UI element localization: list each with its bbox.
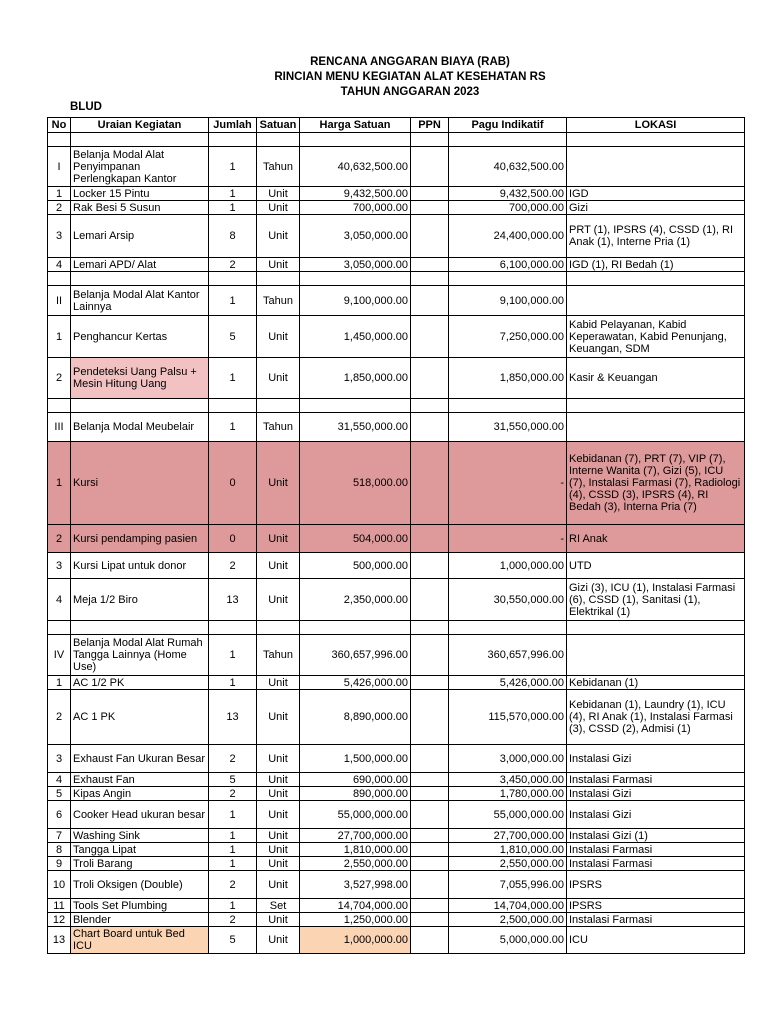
cell-pagu: 2,500,000.00 <box>449 913 567 927</box>
cell-lokasi: IGD (1), RI Bedah (1) <box>567 258 745 272</box>
cell-jumlah: 1 <box>209 899 257 913</box>
spacer-row <box>48 272 745 286</box>
cell-lokasi <box>567 413 745 442</box>
cell-harga: 9,100,000.00 <box>300 286 411 316</box>
cell-harga: 31,550,000.00 <box>300 413 411 442</box>
cell-harga: 1,450,000.00 <box>300 316 411 358</box>
table-row <box>48 773 745 787</box>
cell-no: 6 <box>48 801 71 829</box>
cell-pagu: - <box>449 525 567 553</box>
cell-ppn <box>411 215 449 258</box>
cell-pagu: 40,632,500.00 <box>449 147 567 187</box>
cell-jumlah: 1 <box>209 635 257 676</box>
cell-pagu: 1,850,000.00 <box>449 358 567 399</box>
cell-satuan: Unit <box>257 442 300 525</box>
cell-satuan: Unit <box>257 690 300 745</box>
rab-table <box>47 117 745 954</box>
cell-uraian: Kursi Lipat untuk donor <box>71 553 209 579</box>
cell-no: 3 <box>48 553 71 579</box>
cell-harga: 2,550,000.00 <box>300 857 411 871</box>
cell-ppn <box>411 899 449 913</box>
cell-lokasi: Instalasi Gizi (1) <box>567 829 745 843</box>
cell-uraian: AC 1 PK <box>71 690 209 745</box>
cell-lokasi: Instalasi Gizi <box>567 801 745 829</box>
table-row <box>48 913 745 927</box>
cell-no: 2 <box>48 201 71 215</box>
cell-ppn <box>411 927 449 954</box>
cell-lokasi: RI Anak <box>567 525 745 553</box>
empty-cell <box>300 272 411 286</box>
empty-cell <box>567 133 745 147</box>
empty-cell <box>449 133 567 147</box>
cell-pagu: 115,570,000.00 <box>449 690 567 745</box>
empty-cell <box>567 621 745 635</box>
cell-ppn <box>411 286 449 316</box>
cell-uraian: Troli Barang <box>71 857 209 871</box>
empty-cell <box>449 272 567 286</box>
empty-cell <box>48 272 71 286</box>
header-row <box>48 118 745 133</box>
cell-jumlah: 1 <box>209 801 257 829</box>
cell-pagu: 31,550,000.00 <box>449 413 567 442</box>
cell-ppn <box>411 635 449 676</box>
cell-lokasi: IPSRS <box>567 899 745 913</box>
table-row <box>48 927 745 954</box>
cell-satuan: Unit <box>257 187 300 201</box>
cell-pagu: 9,100,000.00 <box>449 286 567 316</box>
table-row <box>48 187 745 201</box>
cell-uraian: Pendeteksi Uang Palsu + Mesin Hitung Uang <box>71 358 209 399</box>
table-row <box>48 525 745 553</box>
cell-ppn <box>411 442 449 525</box>
cell-uraian: Belanja Modal Alat Kantor Lainnya <box>71 286 209 316</box>
cell-pagu: 1,810,000.00 <box>449 843 567 857</box>
empty-cell <box>567 399 745 413</box>
cell-harga: 2,350,000.00 <box>300 579 411 621</box>
cell-ppn <box>411 843 449 857</box>
empty-cell <box>257 272 300 286</box>
cell-ppn <box>411 525 449 553</box>
cell-lokasi: PRT (1), IPSRS (4), CSSD (1), RI Anak (1), Interne Pria (1) <box>567 215 745 258</box>
cell-lokasi: Kabid Pelayanan, Kabid Keperawatan, Kabid Penunjang, Keuangan, SDM <box>567 316 745 358</box>
empty-cell <box>48 399 71 413</box>
cell-ppn <box>411 676 449 690</box>
empty-cell <box>257 399 300 413</box>
spacer-row <box>48 399 745 413</box>
cell-jumlah: 1 <box>209 413 257 442</box>
cell-uraian: Rak Besi 5 Susun <box>71 201 209 215</box>
cell-satuan: Unit <box>257 215 300 258</box>
cell-lokasi: UTD <box>567 553 745 579</box>
header-uraian: Uraian Kegiatan <box>71 118 209 133</box>
table-row <box>48 286 745 316</box>
spacer-row <box>48 133 745 147</box>
empty-cell <box>257 621 300 635</box>
table-row <box>48 745 745 773</box>
cell-no: 4 <box>48 258 71 272</box>
title-line-1: RENCANA ANGGARAN BIAYA (RAB) <box>310 56 510 68</box>
cell-lokasi: Kebidanan (1), Laundry (1), ICU (4), RI Anak (1), Instalasi Farmasi (3), CSSD (2), Admisi (1) <box>567 690 745 745</box>
cell-no: 3 <box>48 215 71 258</box>
cell-harga: 1,000,000.00 <box>300 927 411 954</box>
empty-cell <box>411 133 449 147</box>
cell-uraian: Tangga Lipat <box>71 843 209 857</box>
header-harga: Harga Satuan <box>300 118 411 133</box>
table-row <box>48 358 745 399</box>
cell-harga: 1,850,000.00 <box>300 358 411 399</box>
empty-cell <box>300 621 411 635</box>
cell-lokasi: Instalasi Gizi <box>567 787 745 801</box>
table-row <box>48 201 745 215</box>
cell-no: 2 <box>48 358 71 399</box>
cell-ppn <box>411 787 449 801</box>
cell-pagu: 14,704,000.00 <box>449 899 567 913</box>
cell-jumlah: 2 <box>209 745 257 773</box>
cell-ppn <box>411 316 449 358</box>
cell-lokasi: IGD <box>567 187 745 201</box>
cell-harga: 40,632,500.00 <box>300 147 411 187</box>
cell-jumlah: 1 <box>209 676 257 690</box>
cell-pagu: 3,450,000.00 <box>449 773 567 787</box>
cell-pagu: 24,400,000.00 <box>449 215 567 258</box>
cell-jumlah: 13 <box>209 690 257 745</box>
spacer-row <box>48 621 745 635</box>
cell-ppn <box>411 413 449 442</box>
cell-no: 5 <box>48 787 71 801</box>
cell-jumlah: 1 <box>209 201 257 215</box>
cell-no: I <box>48 147 71 187</box>
cell-lokasi: Gizi <box>567 201 745 215</box>
cell-satuan: Unit <box>257 843 300 857</box>
cell-no: 11 <box>48 899 71 913</box>
cell-jumlah: 1 <box>209 843 257 857</box>
table-row <box>48 829 745 843</box>
table-row <box>48 215 745 258</box>
cell-lokasi: Gizi (3), ICU (1), Instalasi Farmasi (6), CSSD (1), Sanitasi (1), Elektrikal (1) <box>567 579 745 621</box>
cell-uraian: Tools Set Plumbing <box>71 899 209 913</box>
cell-satuan: Set <box>257 899 300 913</box>
cell-no: 1 <box>48 187 71 201</box>
empty-cell <box>449 621 567 635</box>
empty-cell <box>411 399 449 413</box>
cell-jumlah: 2 <box>209 258 257 272</box>
cell-no: 1 <box>48 676 71 690</box>
table-row <box>48 579 745 621</box>
cell-satuan: Unit <box>257 258 300 272</box>
cell-satuan: Unit <box>257 927 300 954</box>
cell-jumlah: 13 <box>209 579 257 621</box>
cell-satuan: Unit <box>257 745 300 773</box>
cell-harga: 700,000.00 <box>300 201 411 215</box>
cell-no: 10 <box>48 871 71 899</box>
cell-satuan: Unit <box>257 871 300 899</box>
empty-cell <box>300 133 411 147</box>
empty-cell <box>300 399 411 413</box>
cell-uraian: Penghancur Kertas <box>71 316 209 358</box>
cell-ppn <box>411 801 449 829</box>
cell-uraian: Troli Oksigen (Double) <box>71 871 209 899</box>
empty-cell <box>48 621 71 635</box>
table-row <box>48 857 745 871</box>
cell-no: 4 <box>48 773 71 787</box>
cell-no: 1 <box>48 442 71 525</box>
cell-no: 12 <box>48 913 71 927</box>
cell-uraian: Blender <box>71 913 209 927</box>
empty-cell <box>71 272 209 286</box>
empty-cell <box>209 399 257 413</box>
cell-uraian: Exhaust Fan Ukuran Besar <box>71 745 209 773</box>
cell-pagu: 7,055,996.00 <box>449 871 567 899</box>
title-line-3: TAHUN ANGGARAN 2023 <box>340 86 480 98</box>
cell-jumlah: 2 <box>209 871 257 899</box>
cell-uraian: Lemari Arsip <box>71 215 209 258</box>
table-row <box>48 843 745 857</box>
cell-harga: 518,000.00 <box>300 442 411 525</box>
cell-satuan: Unit <box>257 801 300 829</box>
cell-satuan: Unit <box>257 829 300 843</box>
table-row <box>48 690 745 745</box>
cell-jumlah: 1 <box>209 147 257 187</box>
cell-pagu: 1,780,000.00 <box>449 787 567 801</box>
cell-harga: 9,432,500.00 <box>300 187 411 201</box>
table-row <box>48 899 745 913</box>
cell-pagu: - <box>449 442 567 525</box>
header-no: No <box>48 118 71 133</box>
cell-ppn <box>411 258 449 272</box>
table-row <box>48 258 745 272</box>
cell-uraian: Belanja Modal Meubelair <box>71 413 209 442</box>
cell-jumlah: 5 <box>209 927 257 954</box>
cell-ppn <box>411 187 449 201</box>
empty-cell <box>71 133 209 147</box>
cell-satuan: Tahun <box>257 635 300 676</box>
header-pagu: Pagu Indikatif <box>449 118 567 133</box>
cell-jumlah: 1 <box>209 286 257 316</box>
cell-ppn <box>411 579 449 621</box>
cell-lokasi: Kasir & Keuangan <box>567 358 745 399</box>
cell-jumlah: 1 <box>209 829 257 843</box>
cell-ppn <box>411 871 449 899</box>
table-row <box>48 871 745 899</box>
cell-jumlah: 5 <box>209 773 257 787</box>
cell-lokasi: Instalasi Farmasi <box>567 913 745 927</box>
cell-uraian: Cooker Head ukuran besar <box>71 801 209 829</box>
cell-jumlah: 1 <box>209 857 257 871</box>
cell-harga: 55,000,000.00 <box>300 801 411 829</box>
cell-lokasi <box>567 286 745 316</box>
cell-harga: 14,704,000.00 <box>300 899 411 913</box>
cell-uraian: Kipas Angin <box>71 787 209 801</box>
cell-pagu: 30,550,000.00 <box>449 579 567 621</box>
cell-lokasi <box>567 147 745 187</box>
cell-uraian: Lemari APD/ Alat <box>71 258 209 272</box>
cell-jumlah: 2 <box>209 787 257 801</box>
cell-satuan: Unit <box>257 553 300 579</box>
cell-ppn <box>411 745 449 773</box>
cell-jumlah: 0 <box>209 525 257 553</box>
table-row <box>48 676 745 690</box>
cell-harga: 1,250,000.00 <box>300 913 411 927</box>
cell-uraian: Belanja Modal Alat Penyimpanan Perlengkapan Kantor <box>71 147 209 187</box>
table-row <box>48 316 745 358</box>
cell-satuan: Unit <box>257 525 300 553</box>
table-row <box>48 553 745 579</box>
cell-pagu: 360,657,996.00 <box>449 635 567 676</box>
cell-lokasi: ICU <box>567 927 745 954</box>
cell-no: 9 <box>48 857 71 871</box>
cell-harga: 500,000.00 <box>300 553 411 579</box>
cell-satuan: Unit <box>257 773 300 787</box>
table-row <box>48 413 745 442</box>
cell-pagu: 1,000,000.00 <box>449 553 567 579</box>
empty-cell <box>48 133 71 147</box>
cell-uraian: AC 1/2 PK <box>71 676 209 690</box>
cell-no: 8 <box>48 843 71 857</box>
cell-lokasi: Kebidanan (7), PRT (7), VIP (7), Interne Wanita (7), Gizi (5), ICU (7), Instalasi Farmasi (7), Radiologi (4), CSSD (3), IPSRS (4), RI Bedah (3), Interna Pria (7) <box>567 442 745 525</box>
cell-satuan: Tahun <box>257 147 300 187</box>
table-row <box>48 442 745 525</box>
cell-satuan: Unit <box>257 316 300 358</box>
cell-satuan: Unit <box>257 579 300 621</box>
empty-cell <box>449 399 567 413</box>
table-body <box>48 133 745 954</box>
cell-uraian: Chart Board untuk Bed ICU <box>71 927 209 954</box>
table-row <box>48 635 745 676</box>
header-jumlah: Jumlah <box>209 118 257 133</box>
cell-satuan: Unit <box>257 201 300 215</box>
empty-cell <box>209 272 257 286</box>
cell-pagu: 2,550,000.00 <box>449 857 567 871</box>
cell-uraian: Kursi <box>71 442 209 525</box>
cell-no: IV <box>48 635 71 676</box>
title-line-2: RINCIAN MENU KEGIATAN ALAT KESEHATAN RS <box>274 71 546 83</box>
cell-pagu: 6,100,000.00 <box>449 258 567 272</box>
cell-lokasi: Instalasi Farmasi <box>567 857 745 871</box>
cell-pagu: 7,250,000.00 <box>449 316 567 358</box>
cell-no: III <box>48 413 71 442</box>
cell-pagu: 5,000,000.00 <box>449 927 567 954</box>
empty-cell <box>71 399 209 413</box>
cell-lokasi: Instalasi Farmasi <box>567 773 745 787</box>
cell-ppn <box>411 913 449 927</box>
cell-harga: 5,426,000.00 <box>300 676 411 690</box>
cell-uraian: Locker 15 Pintu <box>71 187 209 201</box>
cell-lokasi: IPSRS <box>567 871 745 899</box>
cell-harga: 1,500,000.00 <box>300 745 411 773</box>
cell-no: 1 <box>48 316 71 358</box>
cell-harga: 27,700,000.00 <box>300 829 411 843</box>
cell-lokasi <box>567 635 745 676</box>
cell-satuan: Unit <box>257 857 300 871</box>
cell-no: 2 <box>48 525 71 553</box>
cell-harga: 3,050,000.00 <box>300 215 411 258</box>
empty-cell <box>71 621 209 635</box>
unit-label: BLUD <box>70 101 102 113</box>
cell-ppn <box>411 201 449 215</box>
cell-pagu: 5,426,000.00 <box>449 676 567 690</box>
cell-pagu: 9,432,500.00 <box>449 187 567 201</box>
cell-harga: 1,810,000.00 <box>300 843 411 857</box>
cell-uraian: Washing Sink <box>71 829 209 843</box>
cell-ppn <box>411 829 449 843</box>
cell-harga: 8,890,000.00 <box>300 690 411 745</box>
document-title <box>0 55 768 100</box>
cell-satuan: Tahun <box>257 413 300 442</box>
cell-jumlah: 8 <box>209 215 257 258</box>
empty-cell <box>411 621 449 635</box>
cell-uraian: Meja 1/2 Biro <box>71 579 209 621</box>
cell-jumlah: 2 <box>209 553 257 579</box>
table-row <box>48 787 745 801</box>
cell-pagu: 700,000.00 <box>449 201 567 215</box>
header-satuan: Satuan <box>257 118 300 133</box>
cell-jumlah: 0 <box>209 442 257 525</box>
empty-cell <box>411 272 449 286</box>
cell-ppn <box>411 358 449 399</box>
cell-no: 2 <box>48 690 71 745</box>
cell-ppn <box>411 553 449 579</box>
cell-harga: 360,657,996.00 <box>300 635 411 676</box>
empty-cell <box>567 272 745 286</box>
cell-uraian: Kursi pendamping pasien <box>71 525 209 553</box>
cell-lokasi: Kebidanan (1) <box>567 676 745 690</box>
cell-jumlah: 2 <box>209 913 257 927</box>
cell-satuan: Unit <box>257 913 300 927</box>
cell-satuan: Unit <box>257 358 300 399</box>
cell-satuan: Unit <box>257 787 300 801</box>
cell-pagu: 3,000,000.00 <box>449 745 567 773</box>
cell-uraian: Exhaust Fan <box>71 773 209 787</box>
cell-ppn <box>411 147 449 187</box>
cell-no: 3 <box>48 745 71 773</box>
empty-cell <box>209 133 257 147</box>
empty-cell <box>209 621 257 635</box>
cell-harga: 3,050,000.00 <box>300 258 411 272</box>
empty-cell <box>257 133 300 147</box>
cell-harga: 690,000.00 <box>300 773 411 787</box>
cell-no: 4 <box>48 579 71 621</box>
cell-no: II <box>48 286 71 316</box>
cell-jumlah: 5 <box>209 316 257 358</box>
cell-no: 13 <box>48 927 71 954</box>
header-lokasi: LOKASI <box>567 118 745 133</box>
cell-harga: 504,000.00 <box>300 525 411 553</box>
cell-harga: 890,000.00 <box>300 787 411 801</box>
cell-satuan: Tahun <box>257 286 300 316</box>
cell-pagu: 55,000,000.00 <box>449 801 567 829</box>
cell-harga: 3,527,998.00 <box>300 871 411 899</box>
cell-uraian: Belanja Modal Alat Rumah Tangga Lainnya (Home Use) <box>71 635 209 676</box>
header-ppn: PPN <box>411 118 449 133</box>
cell-ppn <box>411 773 449 787</box>
cell-lokasi: Instalasi Farmasi <box>567 843 745 857</box>
cell-pagu: 27,700,000.00 <box>449 829 567 843</box>
cell-ppn <box>411 690 449 745</box>
cell-jumlah: 1 <box>209 358 257 399</box>
table-row <box>48 801 745 829</box>
cell-satuan: Unit <box>257 676 300 690</box>
cell-ppn <box>411 857 449 871</box>
cell-no: 7 <box>48 829 71 843</box>
table-row <box>48 147 745 187</box>
cell-jumlah: 1 <box>209 187 257 201</box>
cell-lokasi: Instalasi Gizi <box>567 745 745 773</box>
